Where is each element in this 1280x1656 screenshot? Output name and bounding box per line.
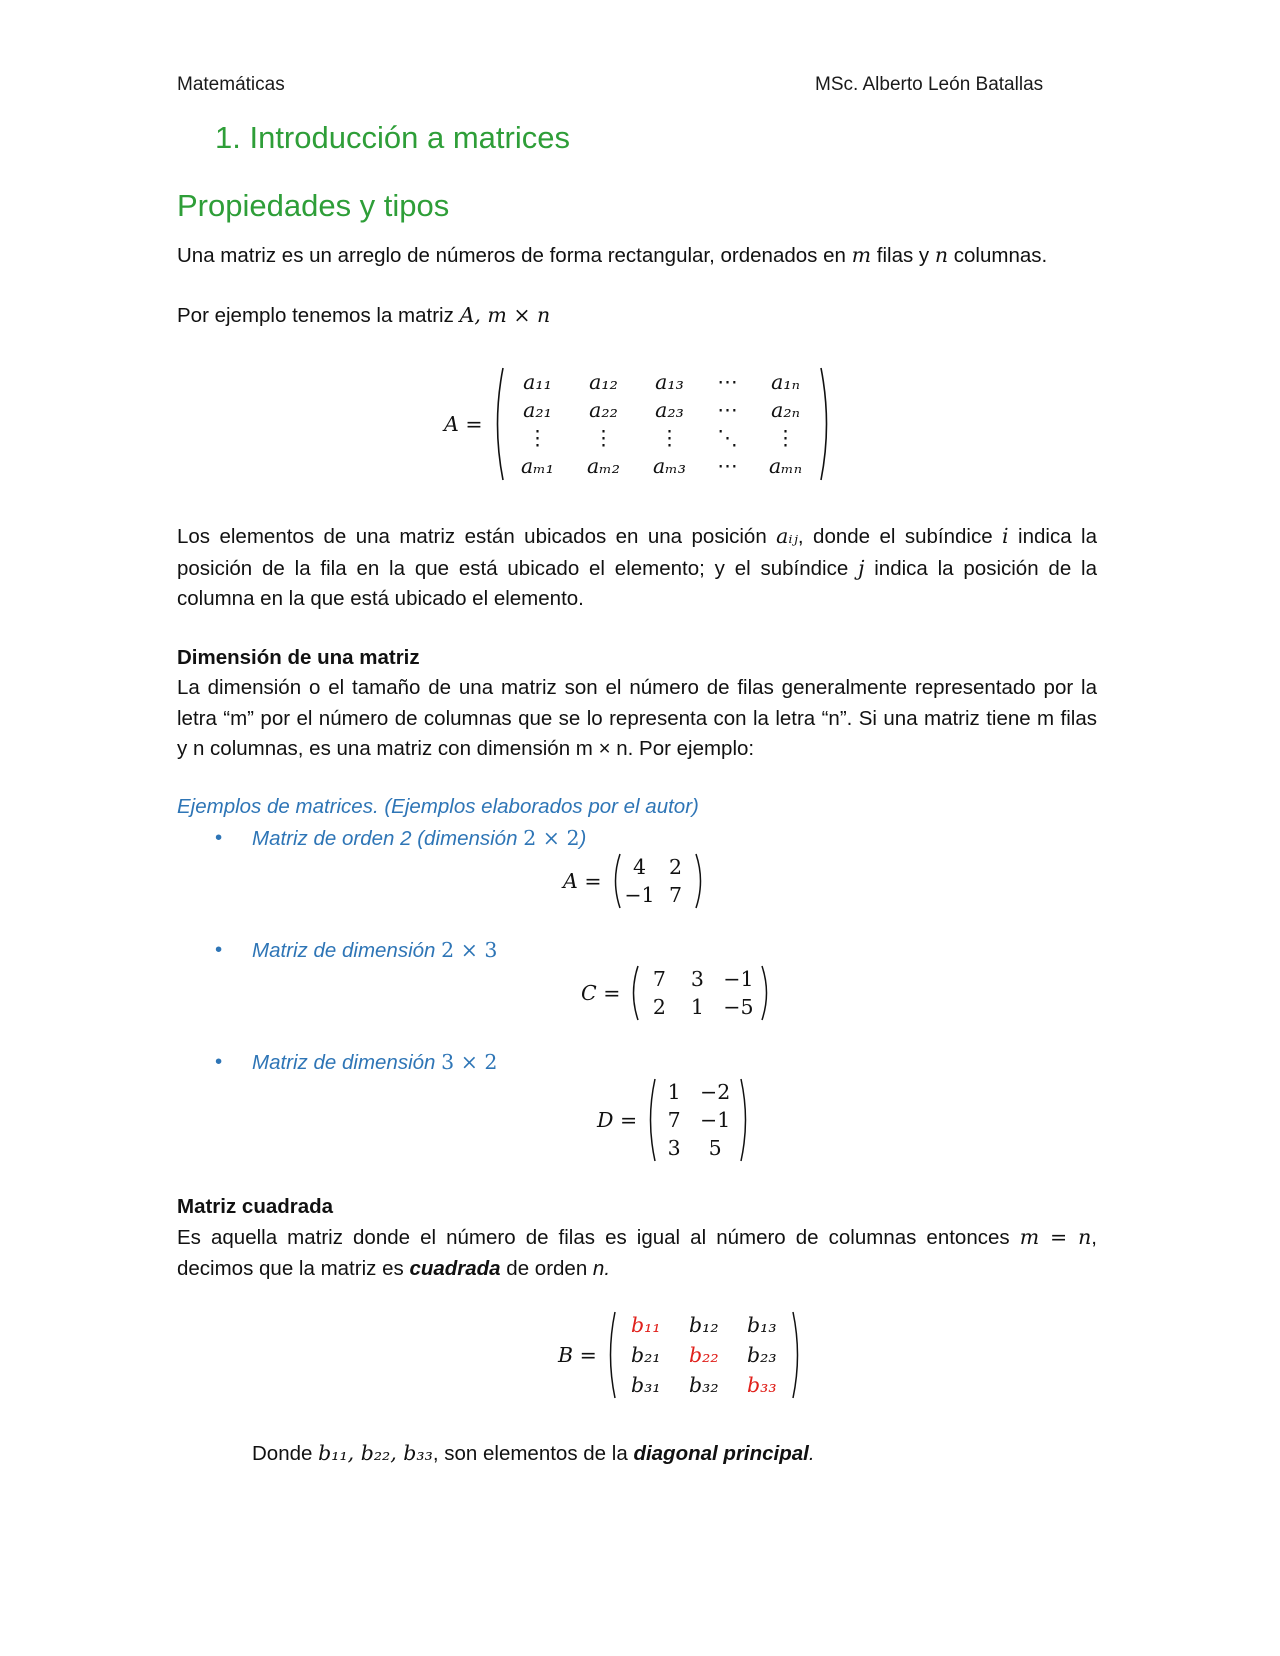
matrix-cell: 3 [690, 967, 704, 991]
matrix-cell: b₂₁ [630, 1343, 661, 1367]
left-paren-icon [491, 366, 505, 482]
matrix-cell: ⋮ [775, 426, 796, 450]
dimension-heading: Dimensión de una matriz [177, 646, 420, 669]
square-heading: Matriz cuadrada [177, 1195, 334, 1218]
section-title: Propiedades y tipos [177, 188, 450, 223]
elements-paragraph: Los elementos de una matriz están ubicados en una posición aᵢⱼ, donde el subíndice i indica la posición de la fila en la que está ubicado el elemento; y el subíndice j indica la posición de la columna en la que está ubicado el elemento. [177, 524, 1097, 610]
matrix-cell: a₁₃ [655, 370, 684, 394]
diagonal-cell: b₂₂ [688, 1343, 719, 1367]
matrix-cell: 5 [708, 1136, 722, 1160]
matrix-name: A = [563, 869, 602, 893]
matrix-cell: ⋮ [659, 426, 680, 450]
examples-title: Ejemplos de matrices. (Ejemplos elaborados por el autor) [177, 795, 699, 818]
matrix-cell: a₂₃ [655, 398, 684, 422]
matrix-cell: 7 [652, 967, 666, 991]
header-subject: Matemáticas [177, 74, 285, 95]
example-matrix-c-grid [640, 965, 760, 1021]
general-matrix-a [444, 366, 833, 482]
right-paren-icon [694, 852, 706, 910]
example-matrix-d [597, 1077, 751, 1163]
intro-example-line: Por ejemplo tenemos la matriz A, m × n [177, 303, 551, 327]
matrix-cell: 3 [667, 1136, 681, 1160]
example-item-3x2: • Matriz de dimensión 3 × 2 [215, 1050, 498, 1074]
matrix-name: A = [444, 412, 483, 436]
matrix-cell: a₁ₙ [771, 370, 800, 394]
square-paragraph: Es aquella matriz donde el número de filas es igual al número de columnas entonces m = n, decimos que la matriz es cuadrada de orden n. [177, 1225, 1097, 1280]
matrix-cell: b₃₁ [630, 1373, 661, 1397]
matrix-cell: aₘₙ [768, 454, 803, 478]
matrix-cell: 2 [668, 855, 683, 879]
left-paren-icon [628, 964, 640, 1022]
right-paren-icon [760, 964, 772, 1022]
matrix-cell: ⋮ [593, 426, 614, 450]
matrix-cell: ⋯ [717, 398, 738, 422]
matrix-cell: 7 [667, 1108, 681, 1132]
example-matrix-d-grid [657, 1078, 739, 1162]
matrix-cell: ⋯ [717, 370, 738, 394]
matrix-cell: a₂ₙ [771, 398, 800, 422]
right-paren-icon [819, 366, 833, 482]
matrix-cell: b₁₃ [746, 1313, 777, 1337]
square-matrix-b [558, 1310, 803, 1400]
matrix-cell: −1 [723, 967, 754, 991]
matrix-cell: b₁₂ [688, 1313, 719, 1337]
chapter-title: 1. Introducción a matrices [215, 120, 570, 155]
example-item-2x3: • Matriz de dimensión 2 × 3 [215, 938, 498, 962]
matrix-cell: b₂₃ [746, 1343, 777, 1367]
general-matrix-grid [505, 368, 819, 480]
matrix-cell: −1 [700, 1108, 731, 1132]
matrix-cell: b₃₂ [688, 1373, 719, 1397]
matrix-name: D = [597, 1108, 638, 1132]
diagonal-cell: b₃₃ [746, 1373, 777, 1397]
matrix-cell: a₂₂ [589, 398, 618, 422]
example-matrix-a [563, 852, 706, 910]
matrix-cell: 4 [632, 855, 647, 879]
example-item-order2: • Matriz de orden 2 (dimensión 2 × 2) [215, 826, 587, 850]
matrix-cell: ⋱ [717, 426, 738, 450]
dimension-paragraph: La dimensión o el tamaño de una matriz son el número de filas generalmente representado por la letra “m” por el número de columnas que se lo representa con la letra “n”. Si una matriz tiene m filas y n columnas, es una matriz con dimensión m × n. Por ejemplo: [177, 676, 1097, 760]
matrix-cell: a₁₂ [589, 370, 618, 394]
diagonal-cell: b₁₁ [630, 1313, 661, 1337]
right-paren-icon [739, 1077, 751, 1163]
matrix-cell: −5 [723, 995, 754, 1019]
example-matrix-c [581, 964, 772, 1022]
matrix-cell: −2 [700, 1080, 731, 1104]
right-paren-icon [791, 1310, 803, 1400]
matrix-cell: −1 [624, 883, 655, 907]
matrix-cell: aₘ₃ [652, 454, 686, 478]
matrix-cell: 1 [667, 1080, 681, 1104]
left-paren-icon [610, 852, 622, 910]
matrix-cell: 1 [690, 995, 704, 1019]
matrix-cell: aₘ₂ [586, 454, 620, 478]
intro-paragraph: Una matriz es un arreglo de números de forma rectangular, ordenados en m filas y n columnas. [177, 243, 1048, 267]
matrix-cell: a₂₁ [523, 398, 552, 422]
square-matrix-grid [617, 1310, 791, 1400]
left-paren-icon [605, 1310, 617, 1400]
header-author: MSc. Alberto León Batallas [815, 74, 1044, 95]
example-matrix-a-grid [622, 853, 694, 909]
diagonal-caption: Donde b₁₁, b₂₂, b₃₃, son elementos de la diagonal principal. [252, 1441, 815, 1465]
matrix-cell: 7 [668, 883, 683, 907]
matrix-cell: ⋮ [527, 426, 548, 450]
matrix-cell: aₘ₁ [520, 454, 554, 478]
bullet-icon: • [215, 938, 223, 961]
matrix-name: B = [558, 1343, 597, 1367]
left-paren-icon [645, 1077, 657, 1163]
matrix-cell: ⋯ [717, 454, 738, 478]
matrix-cell: a₁₁ [523, 370, 552, 394]
bullet-icon: • [215, 1050, 223, 1073]
matrix-cell: 2 [652, 995, 666, 1019]
bullet-icon: • [215, 826, 223, 849]
matrix-name: C = [581, 981, 621, 1005]
